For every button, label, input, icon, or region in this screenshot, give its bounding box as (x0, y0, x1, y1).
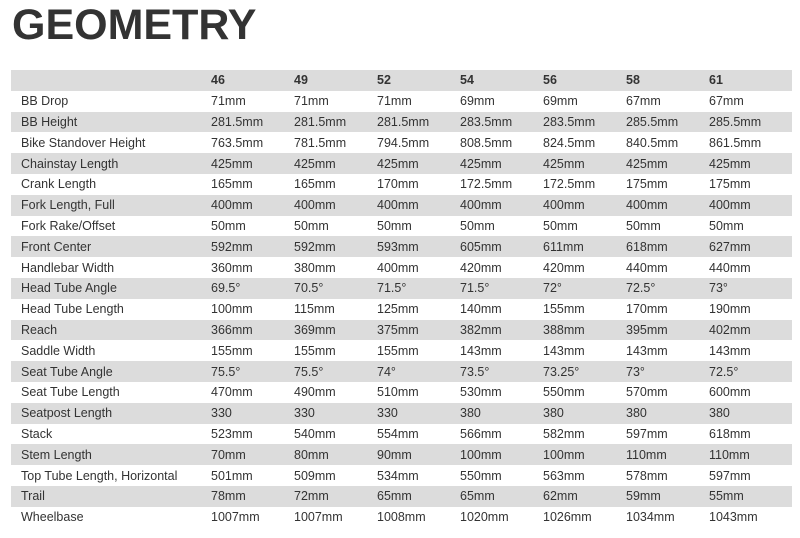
row-label: BB Height (21, 114, 78, 129)
table-cell: 425mm (460, 156, 502, 171)
row-label: Stack (21, 426, 53, 441)
table-row (11, 299, 792, 320)
table-cell: 165mm (294, 177, 336, 192)
table-cell: 80mm (294, 447, 329, 462)
table-cell: 794.5mm (377, 135, 430, 150)
table-cell: 395mm (626, 322, 668, 337)
table-cell: 582mm (543, 426, 585, 441)
table-cell: 78mm (211, 489, 246, 504)
table-row (11, 174, 792, 195)
table-cell: 75.5° (211, 364, 241, 379)
table-cell: 140mm (460, 302, 502, 317)
table-cell: 540mm (294, 426, 336, 441)
table-cell: 597mm (626, 426, 668, 441)
table-cell: 570mm (626, 385, 668, 400)
table-cell: 627mm (709, 239, 751, 254)
table-cell: 71.5° (377, 281, 407, 296)
table-cell: 440mm (709, 260, 751, 275)
table-cell: 375mm (377, 322, 419, 337)
table-cell: 400mm (211, 198, 253, 213)
table-cell: 50mm (709, 218, 744, 233)
table-cell: 593mm (377, 239, 419, 254)
table-cell: 281.5mm (294, 114, 347, 129)
table-cell: 71.5° (460, 281, 490, 296)
table-cell: 100mm (460, 447, 502, 462)
table-cell: 71mm (211, 94, 246, 109)
table-cell: 71mm (377, 94, 412, 109)
table-cell: 330 (377, 406, 398, 421)
table-cell: 763.5mm (211, 135, 264, 150)
table-cell: 125mm (377, 302, 419, 317)
table-row (11, 361, 792, 382)
table-row (11, 340, 792, 361)
table-cell: 170mm (377, 177, 419, 192)
table-cell: 69mm (460, 94, 495, 109)
table-cell: 281.5mm (377, 114, 430, 129)
table-cell: 65mm (460, 489, 495, 504)
table-cell: 90mm (377, 447, 412, 462)
table-cell: 380mm (294, 260, 336, 275)
table-cell: 72.5° (626, 281, 656, 296)
table-row (11, 153, 792, 174)
table-cell: 283.5mm (460, 114, 513, 129)
table-row (11, 403, 792, 424)
table-cell: 470mm (211, 385, 253, 400)
table-cell: 50mm (377, 218, 412, 233)
table-row (11, 465, 792, 486)
row-label: Top Tube Length, Horizontal (21, 468, 178, 483)
table-cell: 490mm (294, 385, 336, 400)
table-cell: 281.5mm (211, 114, 264, 129)
table-cell: 73.25° (543, 364, 580, 379)
table-cell: 400mm (460, 198, 502, 213)
table-cell: 380 (626, 406, 647, 421)
geometry-table (11, 70, 792, 528)
table-cell: 380 (543, 406, 564, 421)
table-cell: 115mm (294, 302, 335, 317)
row-label: Head Tube Length (21, 302, 124, 317)
table-cell: 1020mm (460, 510, 509, 525)
table-cell: 523mm (211, 426, 253, 441)
table-cell: 402mm (709, 322, 751, 337)
table-row (11, 382, 792, 403)
table-cell: 420mm (460, 260, 502, 275)
table-cell: 155mm (294, 343, 336, 358)
table-row (11, 91, 792, 112)
table-cell: 73.5° (460, 364, 490, 379)
table-cell: 360mm (211, 260, 253, 275)
table-cell: 62mm (543, 489, 578, 504)
table-cell: 71mm (294, 94, 329, 109)
row-label: Stem Length (21, 447, 92, 462)
table-cell: 155mm (377, 343, 419, 358)
table-row (11, 195, 792, 216)
table-cell: 366mm (211, 322, 253, 337)
table-cell: 530mm (460, 385, 502, 400)
header-label-cell (11, 70, 211, 91)
table-row (11, 486, 792, 507)
table-cell: 55mm (709, 489, 744, 504)
table-cell: 400mm (626, 198, 668, 213)
row-label: Wheelbase (21, 510, 84, 525)
table-cell: 100mm (543, 447, 585, 462)
table-cell: 592mm (211, 239, 253, 254)
row-label: Handlebar Width (21, 260, 115, 275)
table-cell: 50mm (543, 218, 578, 233)
table-cell: 605mm (460, 239, 502, 254)
table-cell: 50mm (460, 218, 495, 233)
table-cell: 425mm (211, 156, 253, 171)
table-cell: 425mm (709, 156, 751, 171)
table-row (11, 132, 792, 153)
table-cell: 534mm (377, 468, 419, 483)
table-cell: 618mm (626, 239, 668, 254)
table-cell: 143mm (709, 343, 751, 358)
row-label: Saddle Width (21, 343, 96, 358)
table-cell: 1007mm (211, 510, 260, 525)
row-label: Fork Length, Full (21, 198, 115, 213)
row-label: Trail (21, 489, 45, 504)
table-cell: 592mm (294, 239, 336, 254)
table-cell: 110mm (626, 447, 667, 462)
table-cell: 67mm (709, 94, 744, 109)
size-header: 52 (377, 73, 391, 88)
table-cell: 175mm (709, 177, 751, 192)
table-cell: 380 (460, 406, 481, 421)
table-cell: 143mm (626, 343, 668, 358)
table-cell: 420mm (543, 260, 585, 275)
table-cell: 400mm (377, 260, 419, 275)
table-cell: 618mm (709, 426, 751, 441)
table-cell: 69mm (543, 94, 578, 109)
table-cell: 75.5° (294, 364, 324, 379)
table-cell: 73° (626, 364, 645, 379)
table-cell: 330 (211, 406, 232, 421)
table-cell: 69.5° (211, 281, 241, 296)
table-row (11, 424, 792, 445)
size-header: 54 (460, 73, 474, 88)
table-row (11, 320, 792, 341)
table-cell: 509mm (294, 468, 336, 483)
table-cell: 425mm (626, 156, 668, 171)
table-cell: 70.5° (294, 281, 324, 296)
table-cell: 600mm (709, 385, 751, 400)
table-cell: 1034mm (626, 510, 675, 525)
table-cell: 175mm (626, 177, 668, 192)
table-cell: 824.5mm (543, 135, 596, 150)
row-label: Seat Tube Length (21, 385, 120, 400)
table-cell: 400mm (377, 198, 419, 213)
table-cell: 425mm (543, 156, 585, 171)
size-header: 49 (294, 73, 308, 88)
table-cell: 72° (543, 281, 562, 296)
row-label: Seat Tube Angle (21, 364, 113, 379)
table-cell: 190mm (709, 302, 751, 317)
table-cell: 285.5mm (626, 114, 679, 129)
table-cell: 554mm (377, 426, 419, 441)
table-cell: 501mm (211, 468, 253, 483)
table-cell: 330 (294, 406, 315, 421)
table-cell: 861.5mm (709, 135, 762, 150)
table-row (11, 278, 792, 299)
table-cell: 50mm (211, 218, 246, 233)
table-cell: 578mm (626, 468, 668, 483)
table-cell: 440mm (626, 260, 668, 275)
table-cell: 400mm (709, 198, 751, 213)
table-cell: 110mm (709, 447, 750, 462)
table-cell: 100mm (211, 302, 253, 317)
table-cell: 1043mm (709, 510, 758, 525)
table-cell: 781.5mm (294, 135, 347, 150)
row-label: BB Drop (21, 94, 69, 109)
table-cell: 143mm (460, 343, 502, 358)
table-cell: 400mm (543, 198, 585, 213)
table-cell: 1008mm (377, 510, 426, 525)
table-cell: 400mm (294, 198, 336, 213)
table-cell: 74° (377, 364, 396, 379)
table-cell: 285.5mm (709, 114, 762, 129)
table-cell: 510mm (377, 385, 419, 400)
table-cell: 611mm (543, 239, 584, 254)
table-row (11, 216, 792, 237)
table-cell: 165mm (211, 177, 253, 192)
row-label: Seatpost Length (21, 406, 113, 421)
table-header-row (11, 70, 792, 91)
table-cell: 172.5mm (543, 177, 596, 192)
table-cell: 59mm (626, 489, 661, 504)
table-row (11, 236, 792, 257)
row-label: Front Center (21, 239, 92, 254)
table-cell: 597mm (709, 468, 751, 483)
row-label: Reach (21, 322, 58, 337)
table-cell: 808.5mm (460, 135, 513, 150)
size-header: 46 (211, 73, 225, 88)
table-row (11, 112, 792, 133)
table-cell: 425mm (377, 156, 419, 171)
table-cell: 369mm (294, 322, 336, 337)
table-cell: 65mm (377, 489, 412, 504)
row-label: Fork Rake/Offset (21, 218, 116, 233)
table-cell: 388mm (543, 322, 585, 337)
table-cell: 550mm (543, 385, 585, 400)
table-cell: 70mm (211, 447, 246, 462)
table-cell: 72.5° (709, 364, 739, 379)
table-cell: 73° (709, 281, 728, 296)
table-cell: 155mm (211, 343, 253, 358)
table-cell: 50mm (294, 218, 329, 233)
table-cell: 50mm (626, 218, 661, 233)
size-header: 56 (543, 73, 557, 88)
table-cell: 1007mm (294, 510, 343, 525)
table-cell: 143mm (543, 343, 585, 358)
table-cell: 1026mm (543, 510, 592, 525)
table-cell: 425mm (294, 156, 336, 171)
table-cell: 72mm (294, 489, 329, 504)
table-cell: 283.5mm (543, 114, 596, 129)
table-cell: 172.5mm (460, 177, 513, 192)
table-cell: 67mm (626, 94, 661, 109)
table-cell: 550mm (460, 468, 502, 483)
table-cell: 170mm (626, 302, 668, 317)
table-cell: 563mm (543, 468, 585, 483)
table-cell: 382mm (460, 322, 502, 337)
table-row (11, 507, 792, 528)
row-label: Head Tube Angle (21, 281, 117, 296)
table-cell: 155mm (543, 302, 585, 317)
page-title: GEOMETRY (12, 1, 257, 49)
table-row (11, 444, 792, 465)
table-cell: 566mm (460, 426, 502, 441)
table-cell: 380 (709, 406, 730, 421)
size-header: 61 (709, 73, 723, 88)
table-row (11, 257, 792, 278)
row-label: Bike Standover Height (21, 135, 146, 150)
row-label: Chainstay Length (21, 156, 119, 171)
table-cell: 840.5mm (626, 135, 679, 150)
size-header: 58 (626, 73, 640, 88)
table-body (11, 91, 792, 528)
row-label: Crank Length (21, 177, 97, 192)
